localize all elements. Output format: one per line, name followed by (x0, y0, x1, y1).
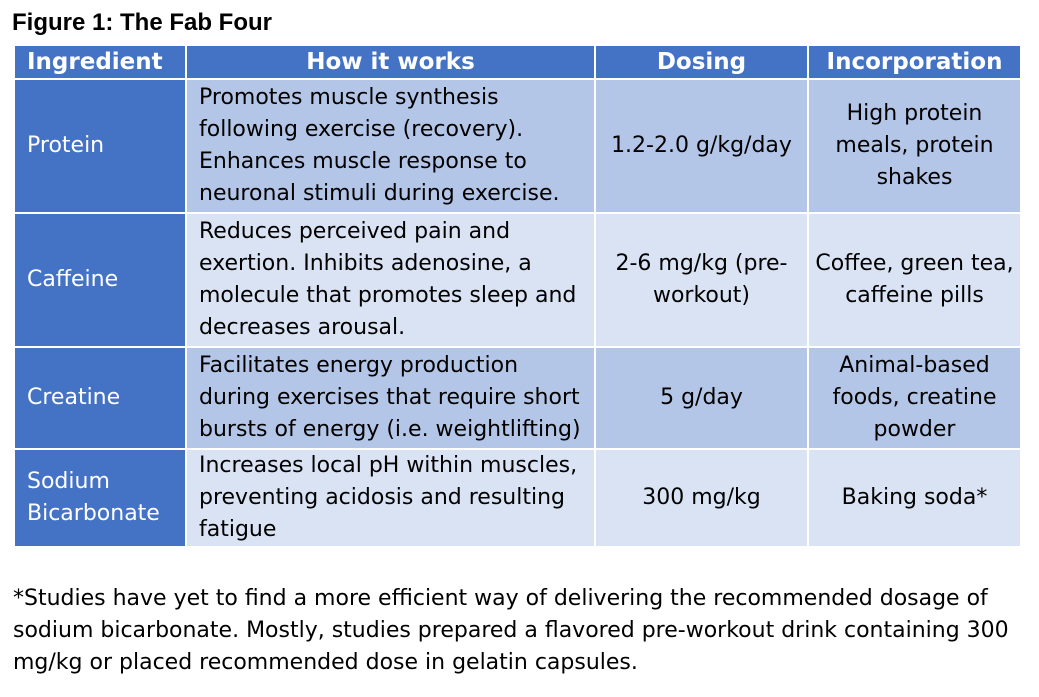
header-ingredient: Ingredient (14, 45, 186, 79)
figure-title: Figure 1: The Fab Four (12, 9, 273, 36)
how-it-works-cell: Reduces perceived pain and exertion. Inhibits adenosine, a molecule that promotes sleep and decreases arousal. (186, 213, 595, 347)
ingredient-cell: Protein (14, 79, 186, 213)
incorporation-cell: Animal-based foods, creatine powder (808, 347, 1021, 449)
dosing-cell: 5 g/day (595, 347, 808, 449)
table-row (14, 449, 1021, 547)
dosing-cell: 1.2-2.0 g/kg/day (595, 79, 808, 213)
header-row (14, 45, 1021, 79)
incorporation-cell: Coffee, green tea, caffeine pills (808, 213, 1021, 347)
how-it-works-cell: Promotes muscle synthesis following exercise (recovery). Enhances muscle response to neuronal stimuli during exercise. (186, 79, 595, 213)
incorporation-cell: Baking soda* (808, 449, 1021, 547)
table-row (14, 347, 1021, 449)
header-dosing: Dosing (595, 45, 808, 79)
how-it-works-cell: Facilitates energy production during exercises that require short bursts of energy (i.e. weightlifting) (186, 347, 595, 449)
fab-four-table (13, 44, 1022, 548)
table-row (14, 79, 1021, 213)
ingredient-cell: Caffeine (14, 213, 186, 347)
header-incorporation: Incorporation (808, 45, 1021, 79)
table-row (14, 213, 1021, 347)
ingredient-cell: Sodium Bicarbonate (14, 449, 186, 547)
ingredient-cell: Creatine (14, 347, 186, 449)
footnote: *Studies have yet to find a more efficient way of delivering the recommended dosage of sodium bicarbonate. Mostly, studies prepared a flavored pre-workout drink containing 300 mg/kg or placed recommended dose in gelatin capsules. (13, 586, 1009, 675)
header-how-it-works: How it works (186, 45, 595, 79)
dosing-cell: 300 mg/kg (595, 449, 808, 547)
incorporation-cell: High protein meals, protein shakes (808, 79, 1021, 213)
dosing-cell: 2-6 mg/kg (pre-workout) (595, 213, 808, 347)
how-it-works-cell: Increases local pH within muscles, preventing acidosis and resulting fatigue (186, 449, 595, 547)
